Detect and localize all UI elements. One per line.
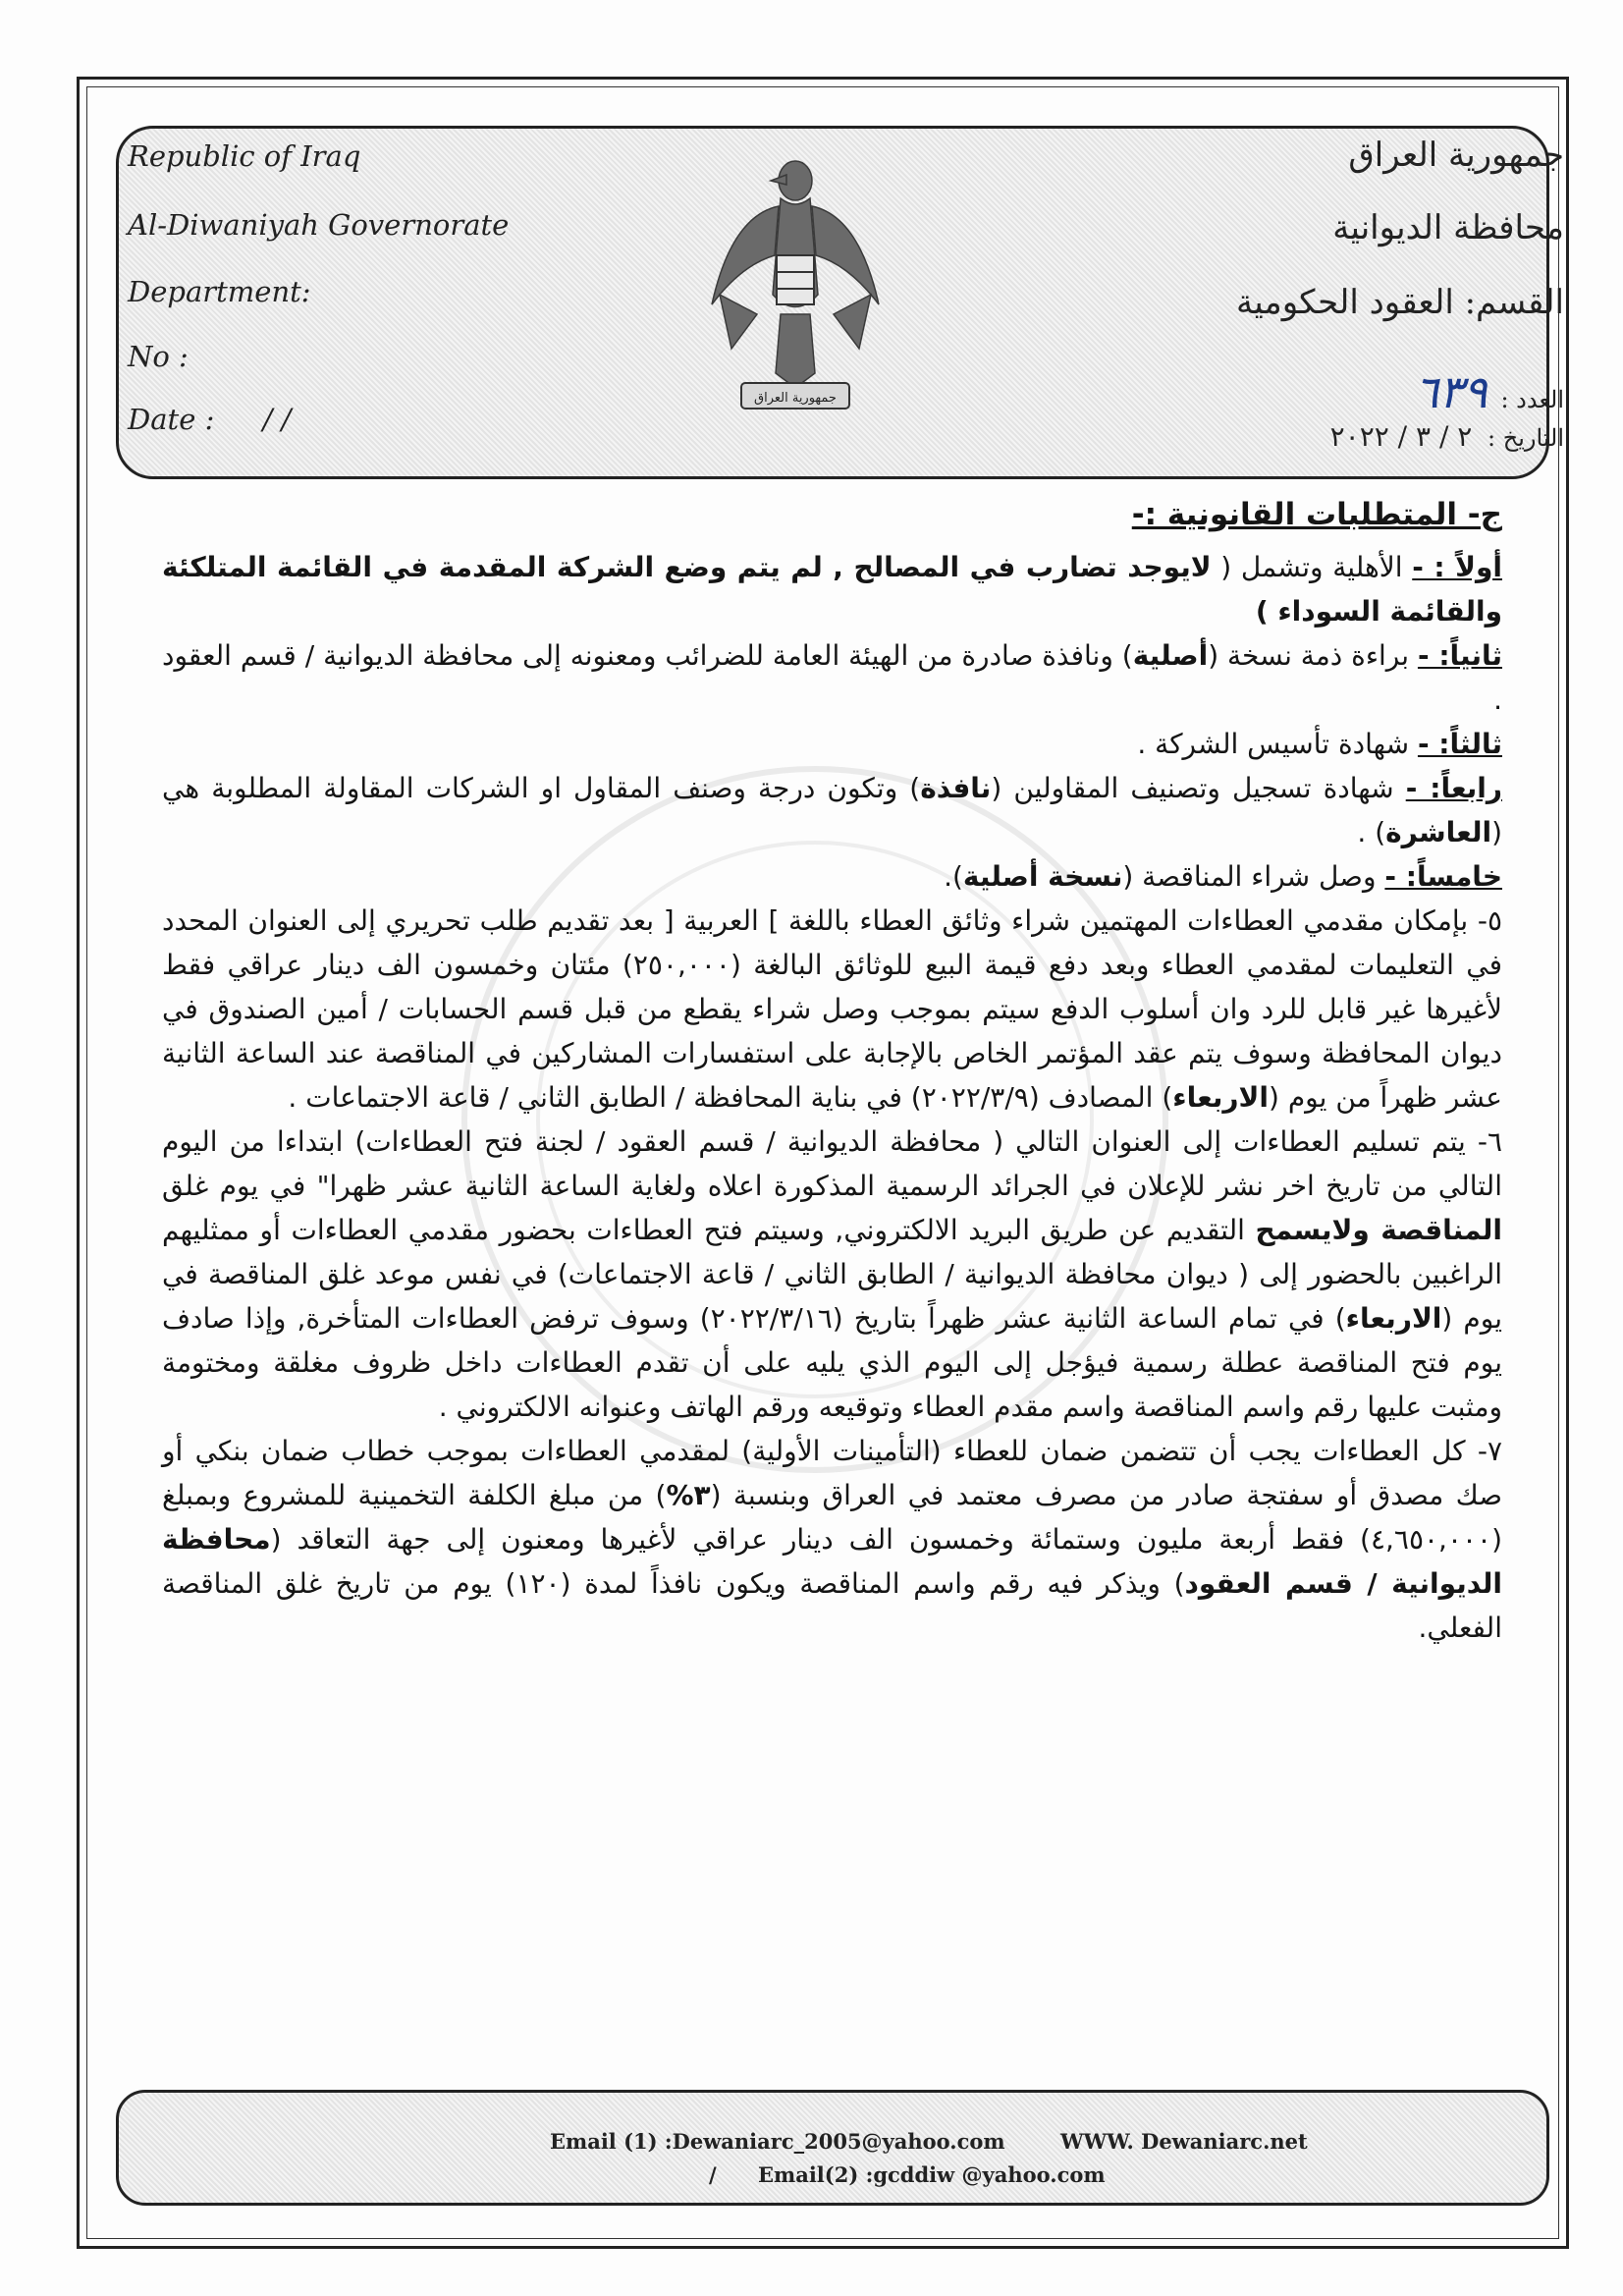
footer-email-2: Email(2) :gcddiw @yahoo.com xyxy=(758,2162,1106,2187)
text-fourth-bold-b: العاشرة xyxy=(1385,816,1492,848)
header-date-value-ar: ٢ / ٣ / ٢٠٢٢ xyxy=(1329,420,1473,453)
item-7-text-a: ٧- كل العطاءات يجب أن تتضمن ضمان للعطاء (التأمينات الأولية) لمقدمي العطاءات بموجب خطاب ضمان بنكي أو صك مصدق أو سفتجة صادر من مصرف معتمد في العراق وبنسبة ( xyxy=(162,1435,1503,1511)
label-third: ثالثاً: - xyxy=(1417,728,1502,760)
item-7-text-c: ) ويذكر فيه رقم واسم المناقصة ويكون نافذاً لمدة (١٢٠) يوم من تاريخ غلق المناقصة الفعلي. xyxy=(162,1567,1502,1644)
footer-email-1: Email (1) :Dewaniarc_2005@yahoo.com xyxy=(550,2129,1005,2154)
item-6-text-c: ) في تمام الساعة الثانية عشر ظهراً بتاريخ (٢٠٢٢/٣/١٦) وسوف ترفض العطاءات المتأخرة, وإذا صادف يوم فتح المناقصة عطلة رسمية فيؤجل إلى اليوم الذي يليه على أن تقدم العطاءات داخل ظروف مغلقة ومختومة ومثبت عليها رقم واسم المناقصة واسم مقدم العطاء وتوقيعه ورقم الهاتف وعنوانه الالكتروني . xyxy=(162,1302,1502,1423)
item-6-bold-a: المناقصة ولايسمح xyxy=(1255,1214,1502,1246)
header-governorate-ar: محافظة الديوانية xyxy=(1332,208,1564,247)
header-department-en: Department: xyxy=(128,275,311,308)
header-number-label-ar: العدد : xyxy=(1500,386,1564,413)
paragraph-second xyxy=(162,633,1502,722)
label-fourth: رابعاً: - xyxy=(1405,772,1503,804)
paragraph-fifth xyxy=(162,854,1502,899)
paragraph-fourth xyxy=(162,766,1502,854)
item-7-text-b: ) من مبلغ الكلفة التخمينية للمشروع وبمبلغ (٤,٦٥٠,٠٠٠) فقط أربعة مليون وستمائة وخمسون الف دينار عراقي لأغيرها ومعنون إلى جهة التعاقد ( xyxy=(162,1479,1502,1556)
header-country-en: Republic of Iraq xyxy=(128,139,361,173)
header-number-en: No : xyxy=(128,340,189,373)
item-5-text-b: ) المصادف (٢٠٢٢/٣/٩) في بناية المحافظة / الطابق الثاني / قاعة الاجتماعات . xyxy=(288,1081,1173,1114)
label-second: ثانياً: - xyxy=(1417,639,1502,672)
text-fourth-bold-a: نافذة xyxy=(920,772,992,804)
text-second-bold: أصلية xyxy=(1132,639,1209,672)
item-7 xyxy=(162,1429,1502,1650)
text-second-b: ) ونافذة صادرة من الهيئة العامة للضرائب ومعنونه إلى محافظة الديوانية / قسم العقود . xyxy=(162,639,1502,716)
item-6-text-a: ٦- يتم تسليم العطاءات إلى العنوان التالي ( محافظة الديوانية / قسم العقود / لجنة فتح العطاءات) ابتداءا من اليوم التالي من تاريخ اخر نشر للإعلان في الجرائد الرسمية المذكورة اعلاه ولغاية الساعة الثانية عشر ظهرا" في يوم غلق xyxy=(162,1125,1502,1202)
text-fourth-c: ) . xyxy=(1357,816,1386,848)
text-second-a: براءة ذمة نسخة ( xyxy=(1208,639,1418,672)
text-fourth-a: شهادة تسجيل وتصنيف المقاولين ( xyxy=(991,772,1406,804)
emblem-scroll-text: جمهورية العراق xyxy=(754,391,837,406)
header-number-ar xyxy=(1415,365,1564,418)
item-5 xyxy=(162,899,1502,1120)
header-date-ar xyxy=(1330,420,1564,453)
text-third: شهادة تأسيس الشركة . xyxy=(1137,728,1418,760)
item-7-bold-b: محافظة الديوانية / قسم العقود xyxy=(162,1523,1503,1600)
header-date-slashes: / / xyxy=(262,403,292,436)
footer-website: WWW. Dewaniarc.net xyxy=(1060,2129,1308,2154)
footer-separator: / xyxy=(709,2162,717,2187)
text-first-bold: لايوجد تضارب في المصالح , لم يتم وضع الشركة المقدمة في القائمة المتلكئة والقائمة السوداء ) xyxy=(162,551,1502,628)
text-first: الأهلية وتشمل ( xyxy=(1211,551,1413,583)
header-date-en xyxy=(128,403,291,436)
item-6-text-b: التقديم عن طريق البريد الالكتروني, وسيتم فتح العطاءات بحضور مقدمي العطاءات أو ممثليهم الراغبين بالحضور إلى ( ديوان محافظة الديوانية / الطابق الثاني / قاعة الاجتماعات) في نفس موعد غلق المناقصة في يوم ( xyxy=(162,1214,1502,1335)
item-5-bold: الاربعاء xyxy=(1172,1081,1269,1114)
header-country-ar: جمهورية العراق xyxy=(1348,136,1564,175)
text-fourth-b: ) وتكون درجة وصنف المقاول او الشركات المقاولة المطلوبة هي ( xyxy=(162,772,1502,848)
header-date-label-ar: التاريخ : xyxy=(1487,424,1564,452)
header-department-ar: القسم: العقود الحكومية xyxy=(1236,283,1564,322)
header-date-label-en: Date : xyxy=(128,403,215,436)
item-6-bold-b: الاربعاء xyxy=(1345,1302,1442,1335)
label-first: أولاً : - xyxy=(1412,551,1502,583)
document-body xyxy=(162,493,1502,1650)
text-fifth-bold: نسخة أصلية xyxy=(962,860,1123,893)
paragraph-third xyxy=(162,722,1502,766)
item-7-bold-a: ٣% xyxy=(666,1479,711,1511)
header-governorate-en: Al-Diwaniyah Governorate xyxy=(128,208,510,242)
item-6 xyxy=(162,1120,1502,1429)
item-5-text-a: ٥- بإمكان مقدمي العطاءات المهتمين شراء وثائق العطاء باللغة ] العربية [ بعد تقديم طلب تحريري إلى العنوان المحدد في التعليمات لمقدمي العطاء وبعد دفع قيمة البيع للوثائق البالغة (٢٥٠,٠٠٠) مئتان وخمسون الف دينار عراقي فقط لأغيرها غير قابل للرد وان أسلوب الدفع سيتم بموجب وصل شراء يقطع من قبل قسم الحسابات / أمين الصندوق في ديوان المحافظة وسوف يتم عقد المؤتمر الخاص بالإجابة على استفسارات المشاركين في المناقصة عند الساعة الثانية عشر ظهراً من يوم ( xyxy=(162,904,1502,1114)
header-number-value: ٦٣٩ xyxy=(1414,365,1488,418)
text-fifth-a: وصل شراء المناقصة ( xyxy=(1122,860,1385,893)
text-fifth-b: ). xyxy=(944,860,963,893)
iraq-eagle-emblem-icon xyxy=(702,147,889,432)
label-fifth: خامساً: - xyxy=(1384,860,1502,893)
section-title: ج- المتطلبات القانونية :- xyxy=(1131,497,1502,532)
paragraph-first xyxy=(162,545,1502,633)
